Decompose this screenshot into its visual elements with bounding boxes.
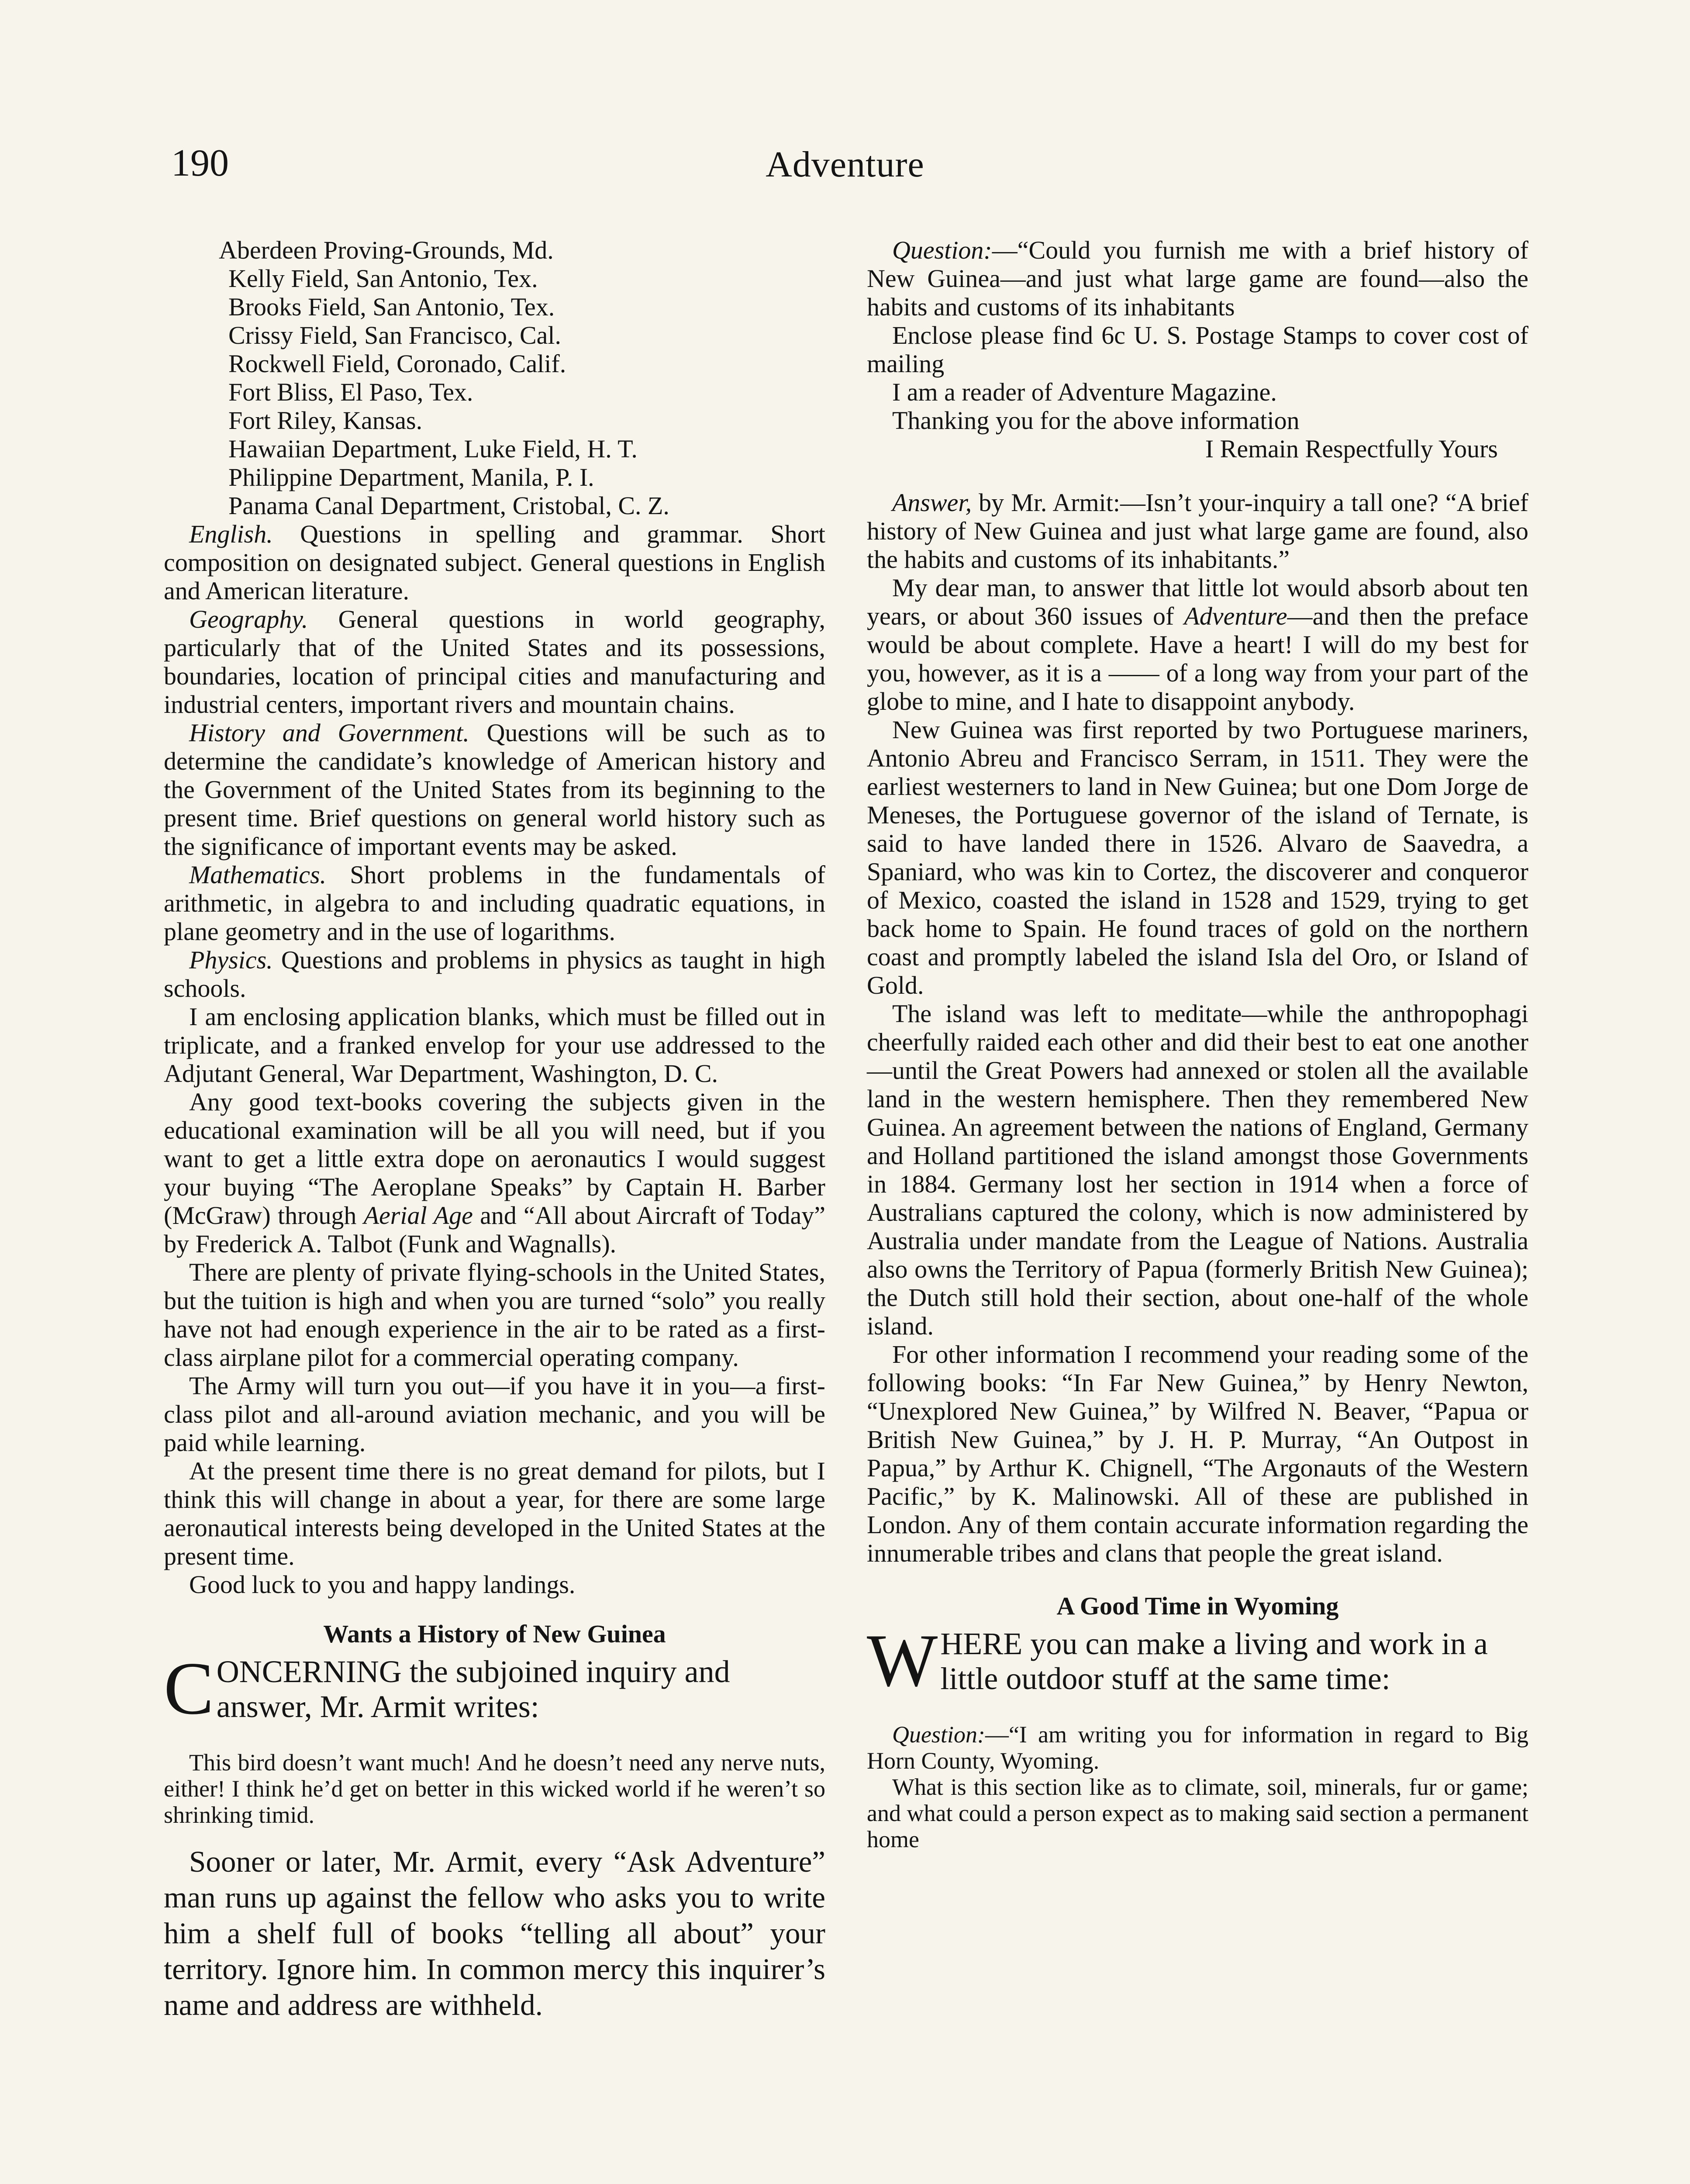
paragraph-goodluck: Good luck to you and happy landings. (189, 1570, 576, 1599)
address-line: Kelly Field, San Antonio, Tex. (228, 264, 538, 293)
paragraph-schools: There are plenty of private flying-schools in the United States, but the tuition is high and when you are turned “solo” you really have not had enough experience in the air to be rated as a first-class airplane pilot for a commercial operating company. (164, 1258, 825, 1372)
paragraph-island: The island was left to meditate—while the anthropophagi cheerfully raided each other and did their best to eat one another—until the Great Powers had annexed or stolen all the available land in the western hemisphere. Then they remembered New Guinea. An agreement between the nations of England, Germany and Holland partitioned the island amongst those Governments in 1884. Germany lost her section in 1914 when a force of Australians captured the colony, which is now administered by Australia under mandate from the League of Nations. Australia also owns the Territory of Papua (formerly British New Guinea); the Dutch still hold their section, about one-half of the whole island. (867, 999, 1528, 1340)
running-title: Adventure (766, 144, 924, 185)
question-signature: I Remain Respectfully Yours (1205, 435, 1498, 463)
answer-text: by Mr. Armit:—Isn’t your-inquiry a tall one? “A brief history of New Guinea and just what large game are found, also the habits and customs of its inhabitants.” (867, 488, 1528, 574)
paragraph-sooner: Sooner or later, Mr. Armit, every “Ask Adventure” man runs up against the fellow who asks you to write him a shelf full of books “telling all about” your territory. Ignore him. In common mercy this inquirer’s name and address are withheld. (164, 1845, 825, 2022)
address-line: Brooks Field, San Antonio, Tex. (228, 293, 555, 321)
address-line: Crissy Field, San Francisco, Cal. (228, 321, 562, 349)
subject-name: Geography. (189, 605, 308, 633)
subject-text: Questions will be such as to determine the candidate’s knowledge of American history and the Government of the United States from its beginning to the present time. Brief questions on general world history such as the significance of important events may be asked. (164, 719, 826, 860)
text-run: —and then the preface would be about complete. Have a heart! I will do my best for you, however, as it is a —— of a long way from your part of the globe to mine, and I hate to disappoint anybody. (867, 602, 1528, 715)
question-new-guinea (867, 236, 1528, 321)
question-label: Question: (892, 1721, 985, 1748)
address-line: Fort Riley, Kansas. (228, 406, 423, 435)
subject-physics (164, 946, 825, 1002)
drop-cap: W (867, 1619, 938, 1702)
question-text: —“I am writing you for information in regard to Big Horn County, Wyoming. (867, 1721, 1528, 1774)
intro-new-guinea (164, 1647, 825, 1730)
right-column (867, 236, 1528, 1852)
text-run: and “All about Aircraft of Today” by Frederick A. Talbot (Funk and Wagnalls). (164, 1201, 825, 1258)
intro-text: ONCERNING the subjoined inquiry and answer, Mr. Armit writes: (216, 1654, 730, 1724)
subject-text: General questions in world geography, particularly that of the United States and its possessions, boundaries, location of principal cities and manufacturing and industrial centers, important rivers and mountain chains. (164, 605, 826, 719)
paragraph-enclosing: I am enclosing application blanks, which must be filled out in triplicate, and a franked envelop for your use addressed to the Adjutant General, War Department, Washington, D. C. (164, 1002, 825, 1088)
address-line: Rockwell Field, Coronado, Calif. (228, 349, 566, 378)
question-wyoming (867, 1721, 1528, 1774)
subject-english (164, 520, 825, 605)
subject-text: Short problems in the fundamentals of arithmetic, in algebra to and including quadratic equations, in plane geometry and in the use of logarithms. (164, 860, 826, 946)
question-line: Thanking you for the above information (892, 406, 1300, 435)
magazine-title: Adventure (1184, 602, 1287, 630)
subject-geography (164, 605, 825, 719)
subject-name: History and Government. (189, 719, 469, 747)
paragraph-dear (867, 574, 1528, 715)
question-wyoming-line: What is this section like as to climate, soil, minerals, fur or game; and what could a person expect as to making said section a permanent home (867, 1774, 1528, 1852)
answer-intro (867, 488, 1528, 574)
left-column (164, 236, 825, 2023)
section-title-wyoming: A Good Time in Wyoming (1056, 1592, 1339, 1620)
address-line: Hawaiian Department, Luke Field, H. T. (228, 435, 638, 463)
address-line: Aberdeen Proving-Grounds, Md. (219, 236, 554, 264)
intro-text: HERE you can make a living and work in a little outdoor stuff at the same time: (940, 1626, 1488, 1696)
paragraph-first-reported: New Guinea was first reported by two Portuguese mariners, Antonio Abreu and Francisco Serram, in 1511. They were the earliest westerners to land in New Guinea; but one Dom Jorge de Meneses, the Portuguese governor of the island of Ternate, is said to have landed there in 1526. Alvaro de Saavedra, a Spaniard, who was kin to Cortez, the discoverer and conqueror of Mexico, coasted the island in 1528 and 1529, trying to get back home to Spain. He found traces of gold on the northern coast and promptly labeled the island Isla del Oro, or Island of Gold. (867, 715, 1528, 999)
paragraph-army: The Army will turn you out—if you have it in you—a first-class pilot and all-around aviation mechanic, and you will be paid while learning. (164, 1372, 825, 1457)
magazine-title: Aerial Age (363, 1201, 473, 1230)
paragraph-textbooks (164, 1088, 825, 1258)
page-number: 190 (171, 142, 229, 184)
question-label: Question: (892, 236, 992, 264)
subject-name: Mathematics. (189, 860, 327, 889)
paragraph-bird: This bird doesn’t want much! And he doesn’t need any nerve nuts, either! I think he’d get on better in this wicked world if he weren’t so shrinking timid. (164, 1749, 825, 1828)
question-text: —“Could you furnish me with a brief history of New Guinea—and just what large game are found—also the habits and customs of its inhabitants (867, 236, 1528, 321)
subject-history (164, 719, 825, 860)
answer-label: Answer, (892, 488, 972, 517)
subject-mathematics (164, 860, 825, 946)
intro-wyoming (867, 1619, 1528, 1702)
text-run: My dear man, to answer that little lot would absorb about ten years, or about 360 issues of (867, 574, 1528, 630)
address-line: Philippine Department, Manila, P. I. (228, 463, 594, 491)
address-line: Fort Bliss, El Paso, Tex. (228, 378, 473, 406)
address-list (164, 236, 825, 520)
question-line: Enclose please find 6c U. S. Postage Stamps to cover cost of mailing (867, 321, 1528, 378)
subject-text: Questions and problems in physics as taught in high schools. (164, 946, 825, 1002)
section-title-new-guinea: Wants a History of New Guinea (323, 1620, 666, 1648)
subject-name: Physics. (189, 946, 273, 974)
drop-cap: C (164, 1647, 214, 1730)
question-line: I am a reader of Adventure Magazine. (892, 378, 1277, 406)
address-line: Panama Canal Department, Cristobal, C. Z. (228, 491, 669, 520)
page-header (0, 0, 1690, 227)
subject-name: English. (189, 520, 273, 548)
paragraph-books: For other information I recommend your reading some of the following books: “In Far New Guinea,” by Henry Newton, “Unexplored New Guinea,” by Wilfred N. Beaver, “Papua or British New Guinea,” by J. H. P. Murray, “An Outpost in Papua,” by Arthur K. Chignell, “The Argonauts of the Western Pacific,” by K. Malinowski. All of these are published in London. Any of them contain accurate information regarding the innumerable tribes and clans that people the great island. (867, 1340, 1528, 1567)
paragraph-demand: At the present time there is no great demand for pilots, but I think this will change in about a year, for there are some large aeronautical interests being developed in the United States at the present time. (164, 1457, 825, 1570)
text-run: Any good text-books covering the subjects given in the educational examination will be all you will need, but if you want to get a little extra dope on aeronautics I would suggest your buying “The Aeroplane Speaks” by Captain H. Barber (McGraw) through (164, 1088, 825, 1230)
subject-text: Questions in spelling and grammar. Short composition on designated subject. General questions in English and American literature. (164, 520, 826, 605)
